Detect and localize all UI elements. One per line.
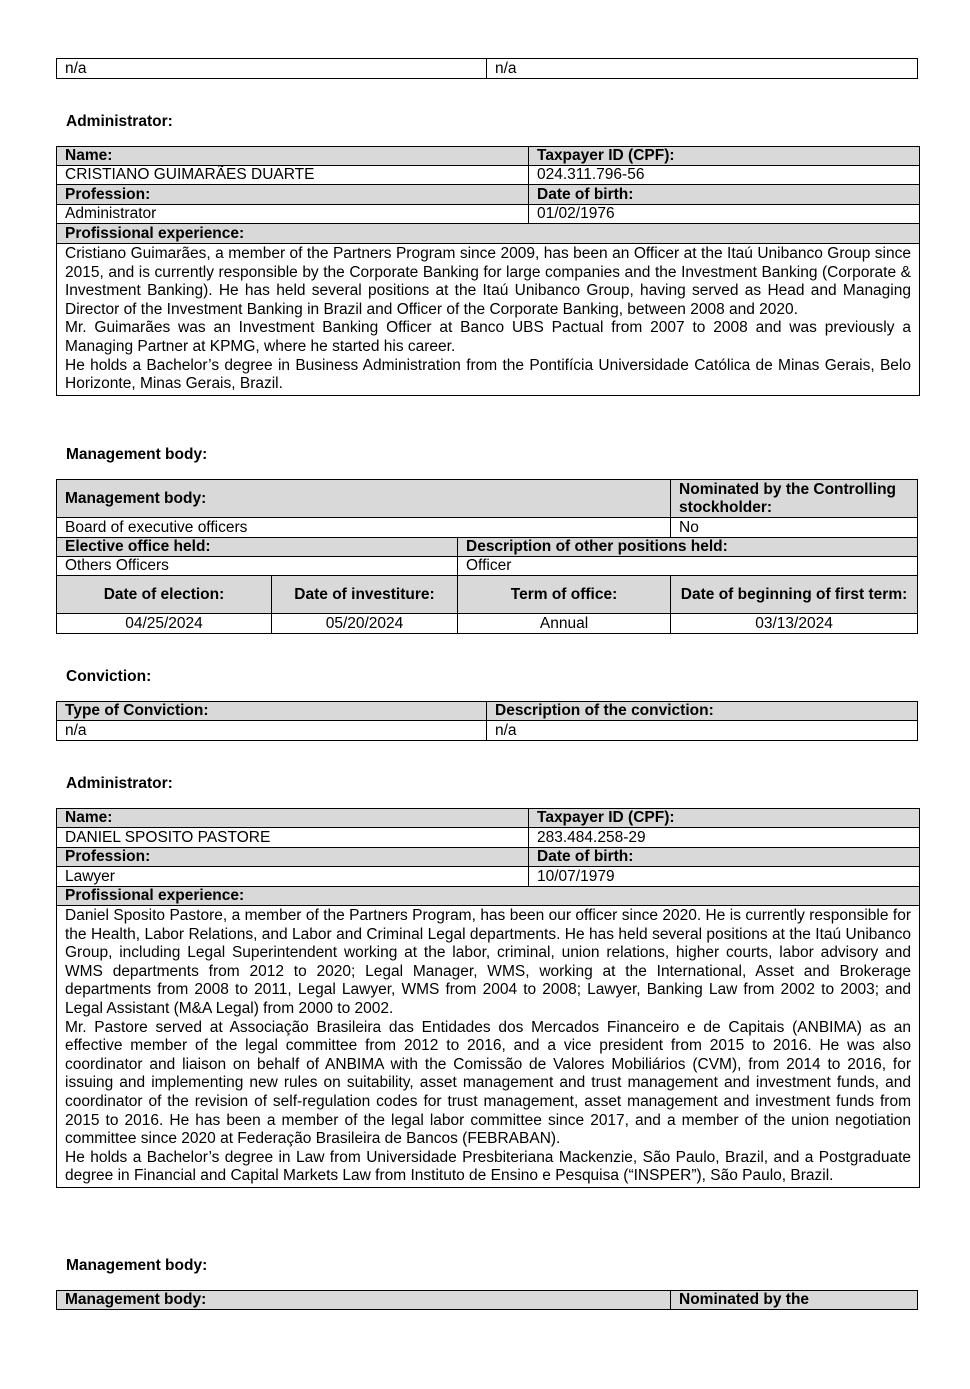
dob-value: 10/07/1979	[529, 867, 920, 887]
conviction-table	[56, 701, 918, 741]
management-body-value: Board of executive officers	[57, 518, 671, 538]
name-value: CRISTIANO GUIMARÃES DUARTE	[57, 166, 529, 185]
nominated-label: Nominated by the Controlling stockholder:	[671, 480, 918, 518]
cpf-value: 024.311.796-56	[529, 166, 920, 185]
experience-label: Profissional experience:	[57, 224, 920, 244]
experience-label: Profissional experience:	[57, 887, 920, 906]
name-label: Name:	[57, 809, 529, 828]
profession-value: Lawyer	[57, 867, 529, 887]
first-term-date-value: 03/13/2024	[671, 614, 918, 634]
conviction-description-value: n/a	[487, 721, 918, 741]
election-date-value: 04/25/2024	[57, 614, 272, 634]
experience-paragraph: Mr. Pastore served at Associação Brasileira das Entidades dos Mercados Financeiro e de Capitais (ANBIMA) as an effective member of the legal committee from 2012 to 2016, and a vice president from 2015 to 2016. He was also coordinator and liaison on behalf of ANBIMA with the Comissão de Valores Mobiliários (CVM), from 2014 to 2016, for issuing and implementing new rules on suitability, asset management and trust management and investment funds, and coordinator of the revision of self-regulation codes for trust management, asset management and investment funds from 2015 to 2016. He has been a member of the legal labor committee since 2017, and a member of the union negotiation committee since 2020 at Federação Brasileira de Bancos (FEBRABAN).	[65, 1018, 911, 1148]
investiture-date-label: Date of investiture:	[272, 576, 458, 614]
term-of-office-label: Term of office:	[458, 576, 671, 614]
name-value: DANIEL SPOSITO PASTORE	[57, 828, 529, 848]
management-body-heading: Management body:	[66, 446, 208, 463]
conviction-description-label: Description of the conviction:	[487, 702, 918, 721]
administrator-heading: Administrator:	[66, 775, 173, 792]
elective-office-value: Others Officers	[57, 557, 458, 576]
experience-paragraph: Cristiano Guimarães, a member of the Partners Program since 2009, has been an Officer at the Itaú Unibanco Group since 2015, and is currently responsible by the Corporate Banking for large companies and the Investment Banking (Corporate & Investment Banking). He has held several positions at the Itaú Unibanco Group, having served as Head and Managing Director of the Investment Banking in Brazil and Officer of the Corporate Banking, between 2008 and 2020.	[65, 245, 911, 318]
administrator-heading: Administrator:	[66, 113, 173, 130]
nominated-value: No	[671, 518, 918, 538]
investiture-date-value: 05/20/2024	[272, 614, 458, 634]
elective-office-label: Elective office held:	[57, 538, 458, 557]
conviction-table-top	[56, 58, 918, 79]
dob-value: 01/02/1976	[529, 205, 920, 224]
conviction-type-value: n/a	[57, 59, 487, 79]
dob-label: Date of birth:	[529, 185, 920, 205]
experience-text	[57, 906, 920, 1188]
conviction-description-value: n/a	[487, 59, 918, 79]
cpf-label: Taxpayer ID (CPF):	[529, 809, 920, 828]
management-body-label: Management body:	[57, 480, 671, 518]
experience-text	[57, 244, 920, 396]
cpf-value: 283.484.258-29	[529, 828, 920, 848]
election-date-label: Date of election:	[57, 576, 272, 614]
profession-value: Administrator	[57, 205, 529, 224]
experience-paragraph: He holds a Bachelor’s degree in Law from Universidade Presbiteriana Mackenzie, São Paulo, Brazil, and a Postgraduate degree in Financial and Capital Markets Law from Instituto de Ensino e Pesquisa (“INSPER”), São Paulo, Brazil.	[65, 1148, 911, 1185]
administrator-table	[56, 808, 920, 1188]
name-label: Name:	[57, 147, 529, 166]
nominated-label: Nominated by the	[671, 1291, 918, 1310]
management-body-heading: Management body:	[66, 1257, 208, 1274]
administrator-table	[56, 146, 920, 396]
conviction-heading: Conviction:	[66, 668, 152, 685]
experience-paragraph: Mr. Guimarães was an Investment Banking Officer at Banco UBS Pactual from 2007 to 2008 and was previously a Managing Partner at KPMG, where he started his career.	[65, 319, 911, 355]
experience-paragraph: He holds a Bachelor’s degree in Business Administration from the Pontifícia Universidade Católica de Minas Gerais, Belo Horizonte, Minas Gerais, Brazil.	[65, 356, 911, 393]
profession-label: Profession:	[57, 848, 529, 867]
management-body-table	[56, 479, 918, 634]
profession-label: Profession:	[57, 185, 529, 205]
term-of-office-value: Annual	[458, 614, 671, 634]
first-term-date-label: Date of beginning of first term:	[671, 576, 918, 614]
management-body-table	[56, 1290, 918, 1310]
dob-label: Date of birth:	[529, 848, 920, 867]
other-positions-label: Description of other positions held:	[458, 538, 918, 557]
other-positions-value: Officer	[458, 557, 918, 576]
conviction-type-value: n/a	[57, 721, 487, 741]
cpf-label: Taxpayer ID (CPF):	[529, 147, 920, 166]
management-body-label: Management body:	[57, 1291, 671, 1310]
experience-paragraph: Daniel Sposito Pastore, a member of the Partners Program, has been our officer since 2020. He is currently responsible for the Health, Labor Relations, and Labor and Criminal Legal departments. He has held several positions at the Itaú Unibanco Group, including Legal Superintendent working at the labor, criminal, union relations, higher courts, labor advisory and WMS departments from 2012 to 2020; Legal Manager, WMS, working at the International, Asset and Brokerage departments from 2008 to 2011, Legal Lawyer, WMS from 2004 to 2008; Lawyer, Banking Law from 2002 to 2003; and Legal Assistant (M&A Legal) from 2000 to 2002.	[65, 907, 911, 1017]
conviction-type-label: Type of Conviction:	[57, 702, 487, 721]
